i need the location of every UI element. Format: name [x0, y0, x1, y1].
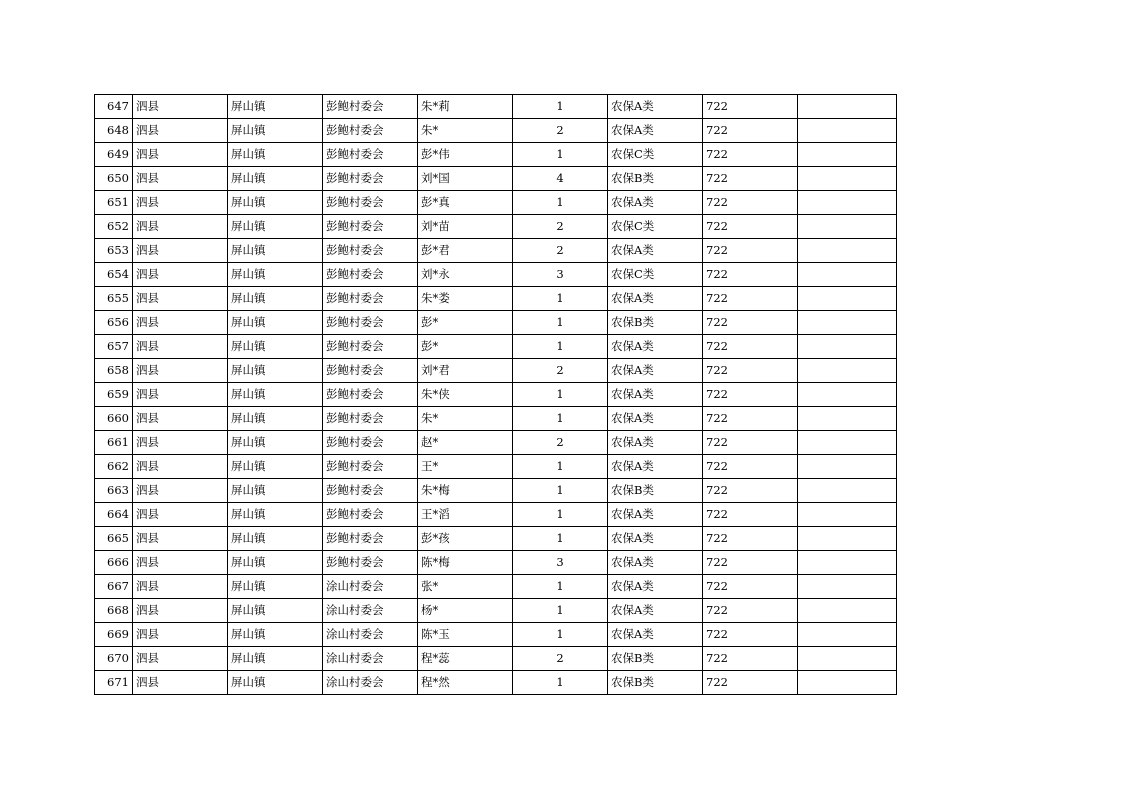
row-number-cell: 662 — [95, 455, 133, 479]
household-count-cell: 1 — [513, 95, 608, 119]
town-cell: 屏山镇 — [228, 407, 323, 431]
person-name-cell: 张* — [418, 575, 513, 599]
insurance-category-cell: 农保A类 — [608, 287, 703, 311]
person-name-cell: 程*蕊 — [418, 647, 513, 671]
county-cell: 泗县 — [133, 623, 228, 647]
household-count-cell: 3 — [513, 551, 608, 575]
row-number-cell: 659 — [95, 383, 133, 407]
person-name-cell: 朱*侠 — [418, 383, 513, 407]
person-name-cell: 彭*伟 — [418, 143, 513, 167]
amount-cell: 722 — [703, 599, 798, 623]
row-number-cell: 669 — [95, 623, 133, 647]
row-number-cell: 665 — [95, 527, 133, 551]
table-row — [95, 119, 897, 143]
table-row — [95, 671, 897, 695]
insurance-category-cell: 农保C类 — [608, 263, 703, 287]
village-committee-cell: 彭鲍村委会 — [323, 95, 418, 119]
row-number-cell: 663 — [95, 479, 133, 503]
person-name-cell: 彭*君 — [418, 239, 513, 263]
note-cell — [798, 623, 897, 647]
person-name-cell: 陈*梅 — [418, 551, 513, 575]
town-cell: 屏山镇 — [228, 623, 323, 647]
note-cell — [798, 95, 897, 119]
town-cell: 屏山镇 — [228, 671, 323, 695]
person-name-cell: 刘*君 — [418, 359, 513, 383]
insurance-category-cell: 农保A类 — [608, 95, 703, 119]
table-row — [95, 551, 897, 575]
village-committee-cell: 彭鲍村委会 — [323, 407, 418, 431]
row-number-cell: 657 — [95, 335, 133, 359]
insurance-category-cell: 农保A类 — [608, 383, 703, 407]
county-cell: 泗县 — [133, 95, 228, 119]
row-number-cell: 652 — [95, 215, 133, 239]
note-cell — [798, 143, 897, 167]
row-number-cell: 655 — [95, 287, 133, 311]
row-number-cell: 648 — [95, 119, 133, 143]
amount-cell: 722 — [703, 287, 798, 311]
note-cell — [798, 647, 897, 671]
insurance-category-cell: 农保A类 — [608, 407, 703, 431]
amount-cell: 722 — [703, 119, 798, 143]
note-cell — [798, 407, 897, 431]
amount-cell: 722 — [703, 431, 798, 455]
village-committee-cell: 涂山村委会 — [323, 671, 418, 695]
town-cell: 屏山镇 — [228, 95, 323, 119]
note-cell — [798, 239, 897, 263]
household-count-cell: 2 — [513, 239, 608, 263]
table-row — [95, 575, 897, 599]
amount-cell: 722 — [703, 95, 798, 119]
row-number-cell: 666 — [95, 551, 133, 575]
county-cell: 泗县 — [133, 143, 228, 167]
note-cell — [798, 383, 897, 407]
row-number-cell: 658 — [95, 359, 133, 383]
household-count-cell: 1 — [513, 479, 608, 503]
county-cell: 泗县 — [133, 287, 228, 311]
note-cell — [798, 215, 897, 239]
table-row — [95, 503, 897, 527]
person-name-cell: 杨* — [418, 599, 513, 623]
county-cell: 泗县 — [133, 671, 228, 695]
town-cell: 屏山镇 — [228, 503, 323, 527]
row-number-cell: 671 — [95, 671, 133, 695]
insurance-category-cell: 农保B类 — [608, 671, 703, 695]
village-committee-cell: 彭鲍村委会 — [323, 143, 418, 167]
amount-cell: 722 — [703, 671, 798, 695]
table-row — [95, 599, 897, 623]
town-cell: 屏山镇 — [228, 215, 323, 239]
table-row — [95, 407, 897, 431]
county-cell: 泗县 — [133, 431, 228, 455]
amount-cell: 722 — [703, 167, 798, 191]
amount-cell: 722 — [703, 647, 798, 671]
person-name-cell: 朱* — [418, 119, 513, 143]
county-cell: 泗县 — [133, 167, 228, 191]
household-count-cell: 1 — [513, 335, 608, 359]
person-name-cell: 赵* — [418, 431, 513, 455]
person-name-cell: 朱*莉 — [418, 95, 513, 119]
household-count-cell: 3 — [513, 263, 608, 287]
note-cell — [798, 671, 897, 695]
note-cell — [798, 479, 897, 503]
table-row — [95, 311, 897, 335]
insurance-category-cell: 农保C类 — [608, 143, 703, 167]
amount-cell: 722 — [703, 455, 798, 479]
town-cell: 屏山镇 — [228, 383, 323, 407]
person-name-cell: 刘*国 — [418, 167, 513, 191]
village-committee-cell: 涂山村委会 — [323, 575, 418, 599]
amount-cell: 722 — [703, 335, 798, 359]
town-cell: 屏山镇 — [228, 263, 323, 287]
household-count-cell: 2 — [513, 359, 608, 383]
person-name-cell: 朱* — [418, 407, 513, 431]
person-name-cell: 陈*玉 — [418, 623, 513, 647]
note-cell — [798, 527, 897, 551]
insurance-category-cell: 农保A类 — [608, 551, 703, 575]
county-cell: 泗县 — [133, 503, 228, 527]
insurance-category-cell: 农保A类 — [608, 455, 703, 479]
row-number-cell: 667 — [95, 575, 133, 599]
insurance-category-cell: 农保B类 — [608, 479, 703, 503]
town-cell: 屏山镇 — [228, 311, 323, 335]
village-committee-cell: 彭鲍村委会 — [323, 359, 418, 383]
amount-cell: 722 — [703, 143, 798, 167]
village-committee-cell: 彭鲍村委会 — [323, 527, 418, 551]
village-committee-cell: 彭鲍村委会 — [323, 191, 418, 215]
row-number-cell: 654 — [95, 263, 133, 287]
table-row — [95, 527, 897, 551]
insurance-category-cell: 农保A类 — [608, 239, 703, 263]
county-cell: 泗县 — [133, 527, 228, 551]
village-committee-cell: 彭鲍村委会 — [323, 167, 418, 191]
amount-cell: 722 — [703, 551, 798, 575]
row-number-cell: 661 — [95, 431, 133, 455]
village-committee-cell: 彭鲍村委会 — [323, 431, 418, 455]
county-cell: 泗县 — [133, 599, 228, 623]
person-name-cell: 王* — [418, 455, 513, 479]
household-count-cell: 1 — [513, 455, 608, 479]
table-row — [95, 263, 897, 287]
person-name-cell: 朱*梅 — [418, 479, 513, 503]
note-cell — [798, 119, 897, 143]
person-name-cell: 朱*娄 — [418, 287, 513, 311]
town-cell: 屏山镇 — [228, 479, 323, 503]
county-cell: 泗县 — [133, 335, 228, 359]
household-count-cell: 1 — [513, 503, 608, 527]
town-cell: 屏山镇 — [228, 551, 323, 575]
beneficiary-table — [94, 94, 897, 695]
table-row — [95, 335, 897, 359]
insurance-category-cell: 农保A类 — [608, 335, 703, 359]
note-cell — [798, 455, 897, 479]
town-cell: 屏山镇 — [228, 239, 323, 263]
amount-cell: 722 — [703, 359, 798, 383]
person-name-cell: 彭*孩 — [418, 527, 513, 551]
town-cell: 屏山镇 — [228, 647, 323, 671]
row-number-cell: 647 — [95, 95, 133, 119]
person-name-cell: 刘*苗 — [418, 215, 513, 239]
town-cell: 屏山镇 — [228, 167, 323, 191]
county-cell: 泗县 — [133, 239, 228, 263]
insurance-category-cell: 农保A类 — [608, 575, 703, 599]
note-cell — [798, 431, 897, 455]
county-cell: 泗县 — [133, 359, 228, 383]
note-cell — [798, 503, 897, 527]
note-cell — [798, 335, 897, 359]
amount-cell: 722 — [703, 191, 798, 215]
table-row — [95, 647, 897, 671]
table-row — [95, 383, 897, 407]
town-cell: 屏山镇 — [228, 431, 323, 455]
town-cell: 屏山镇 — [228, 119, 323, 143]
table-row — [95, 239, 897, 263]
household-count-cell: 1 — [513, 527, 608, 551]
table-row — [95, 431, 897, 455]
household-count-cell: 2 — [513, 215, 608, 239]
town-cell: 屏山镇 — [228, 527, 323, 551]
table-row — [95, 143, 897, 167]
table-row — [95, 167, 897, 191]
amount-cell: 722 — [703, 239, 798, 263]
note-cell — [798, 287, 897, 311]
insurance-category-cell: 农保B类 — [608, 647, 703, 671]
household-count-cell: 1 — [513, 143, 608, 167]
village-committee-cell: 彭鲍村委会 — [323, 383, 418, 407]
table-row — [95, 95, 897, 119]
table-row — [95, 215, 897, 239]
insurance-category-cell: 农保A类 — [608, 359, 703, 383]
insurance-category-cell: 农保A类 — [608, 119, 703, 143]
household-count-cell: 1 — [513, 287, 608, 311]
household-count-cell: 1 — [513, 407, 608, 431]
insurance-category-cell: 农保A类 — [608, 623, 703, 647]
household-count-cell: 4 — [513, 167, 608, 191]
insurance-category-cell: 农保B类 — [608, 167, 703, 191]
insurance-category-cell: 农保B类 — [608, 311, 703, 335]
amount-cell: 722 — [703, 215, 798, 239]
household-count-cell: 1 — [513, 623, 608, 647]
insurance-category-cell: 农保A类 — [608, 191, 703, 215]
amount-cell: 722 — [703, 407, 798, 431]
table-row — [95, 479, 897, 503]
town-cell: 屏山镇 — [228, 287, 323, 311]
county-cell: 泗县 — [133, 551, 228, 575]
insurance-category-cell: 农保A类 — [608, 503, 703, 527]
household-count-cell: 2 — [513, 647, 608, 671]
row-number-cell: 653 — [95, 239, 133, 263]
person-name-cell: 彭*真 — [418, 191, 513, 215]
village-committee-cell: 彭鲍村委会 — [323, 455, 418, 479]
town-cell: 屏山镇 — [228, 191, 323, 215]
amount-cell: 722 — [703, 623, 798, 647]
row-number-cell: 670 — [95, 647, 133, 671]
person-name-cell: 刘*永 — [418, 263, 513, 287]
row-number-cell: 660 — [95, 407, 133, 431]
note-cell — [798, 599, 897, 623]
note-cell — [798, 551, 897, 575]
table-row — [95, 359, 897, 383]
insurance-category-cell: 农保C类 — [608, 215, 703, 239]
household-count-cell: 1 — [513, 671, 608, 695]
row-number-cell: 664 — [95, 503, 133, 527]
village-committee-cell: 彭鲍村委会 — [323, 239, 418, 263]
note-cell — [798, 167, 897, 191]
town-cell: 屏山镇 — [228, 335, 323, 359]
table-row — [95, 287, 897, 311]
county-cell: 泗县 — [133, 647, 228, 671]
amount-cell: 722 — [703, 527, 798, 551]
county-cell: 泗县 — [133, 575, 228, 599]
village-committee-cell: 涂山村委会 — [323, 647, 418, 671]
row-number-cell: 651 — [95, 191, 133, 215]
note-cell — [798, 575, 897, 599]
village-committee-cell: 彭鲍村委会 — [323, 119, 418, 143]
village-committee-cell: 彭鲍村委会 — [323, 311, 418, 335]
county-cell: 泗县 — [133, 383, 228, 407]
county-cell: 泗县 — [133, 311, 228, 335]
amount-cell: 722 — [703, 263, 798, 287]
amount-cell: 722 — [703, 383, 798, 407]
person-name-cell: 彭* — [418, 311, 513, 335]
town-cell: 屏山镇 — [228, 599, 323, 623]
amount-cell: 722 — [703, 503, 798, 527]
insurance-category-cell: 农保A类 — [608, 431, 703, 455]
town-cell: 屏山镇 — [228, 455, 323, 479]
amount-cell: 722 — [703, 311, 798, 335]
village-committee-cell: 涂山村委会 — [323, 623, 418, 647]
person-name-cell: 彭* — [418, 335, 513, 359]
note-cell — [798, 359, 897, 383]
note-cell — [798, 311, 897, 335]
household-count-cell: 1 — [513, 191, 608, 215]
insurance-category-cell: 农保A类 — [608, 599, 703, 623]
household-count-cell: 2 — [513, 431, 608, 455]
household-count-cell: 1 — [513, 599, 608, 623]
village-committee-cell: 彭鲍村委会 — [323, 551, 418, 575]
note-cell — [798, 191, 897, 215]
county-cell: 泗县 — [133, 455, 228, 479]
town-cell: 屏山镇 — [228, 143, 323, 167]
table-row — [95, 191, 897, 215]
village-committee-cell: 彭鲍村委会 — [323, 479, 418, 503]
insurance-category-cell: 农保A类 — [608, 527, 703, 551]
household-count-cell: 1 — [513, 575, 608, 599]
table-body — [95, 95, 897, 695]
row-number-cell: 668 — [95, 599, 133, 623]
county-cell: 泗县 — [133, 479, 228, 503]
county-cell: 泗县 — [133, 215, 228, 239]
town-cell: 屏山镇 — [228, 359, 323, 383]
table-row — [95, 623, 897, 647]
village-committee-cell: 彭鲍村委会 — [323, 335, 418, 359]
amount-cell: 722 — [703, 575, 798, 599]
county-cell: 泗县 — [133, 407, 228, 431]
row-number-cell: 649 — [95, 143, 133, 167]
person-name-cell: 程*然 — [418, 671, 513, 695]
note-cell — [798, 263, 897, 287]
county-cell: 泗县 — [133, 119, 228, 143]
village-committee-cell: 彭鲍村委会 — [323, 215, 418, 239]
table-row — [95, 455, 897, 479]
village-committee-cell: 彭鲍村委会 — [323, 503, 418, 527]
village-committee-cell: 彭鲍村委会 — [323, 287, 418, 311]
household-count-cell: 2 — [513, 119, 608, 143]
person-name-cell: 王*滔 — [418, 503, 513, 527]
amount-cell: 722 — [703, 479, 798, 503]
county-cell: 泗县 — [133, 191, 228, 215]
row-number-cell: 656 — [95, 311, 133, 335]
village-committee-cell: 涂山村委会 — [323, 599, 418, 623]
town-cell: 屏山镇 — [228, 575, 323, 599]
row-number-cell: 650 — [95, 167, 133, 191]
household-count-cell: 1 — [513, 311, 608, 335]
village-committee-cell: 彭鲍村委会 — [323, 263, 418, 287]
household-count-cell: 1 — [513, 383, 608, 407]
county-cell: 泗县 — [133, 263, 228, 287]
